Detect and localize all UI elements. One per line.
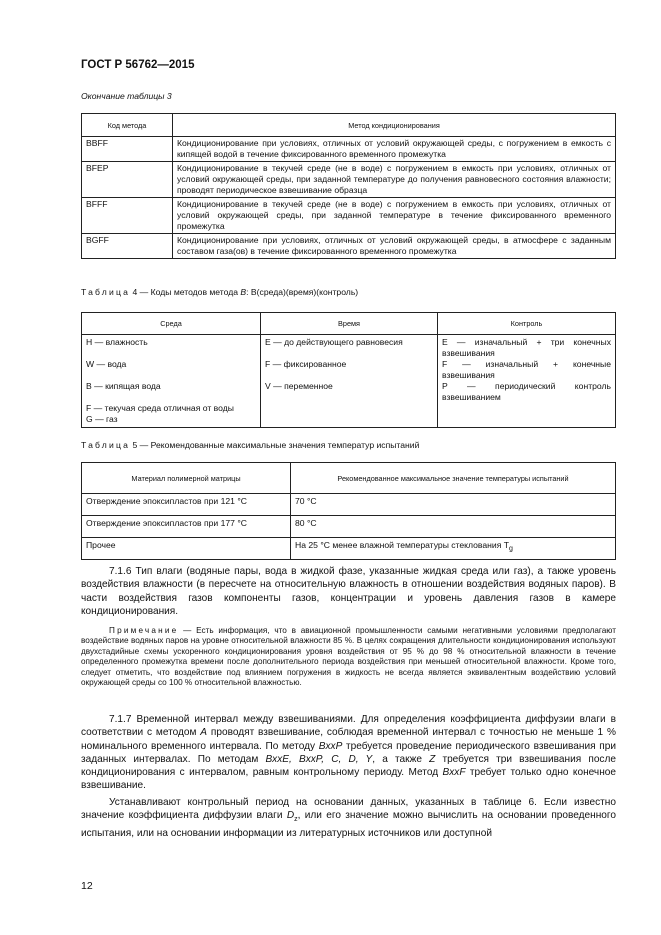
table-row [82,234,616,259]
method-description: Кондиционирование при условиях, отличных от условий окружающей среды, с погружением в емкость с кипящей водой в течение фиксированного временного промежутка [173,137,616,162]
table-row [82,414,616,428]
note-paragraph: Примечание — Есть информация, что в авиационной промышленности самыми негативными условиями предполагают воздействие водяных паров на уровне относительной влажности 85 %. В целях сокращения длительности кондиционирования используют двухстадийные схемы ускоренного кондиционирования уровня воздействия от 95 % до 98 % относительной влажности в течение определенного промежутка времени после дополнительного периода воздействия при меньшей относительной влажности. Кроме того, следует отметить, что воздействие под влиянием погружения в жидкость не всегда является эквивалентным воздействию условий окружающей среды со 100 % относительной влажностью. [81,626,616,688]
control-code: P — периодический контроль взвешиванием [438,381,616,403]
time-code: F — фиксированное [261,359,438,377]
control-code: E — изначальный + три конечных взвешивания [438,335,616,360]
table-header-row [82,463,616,494]
medium-code: F — текучая среда отличная от воды [82,403,261,414]
table-4 [81,312,616,428]
method-code: BFFF [82,198,173,234]
column-header-method: Метод кондиционирования [173,114,616,137]
paragraph-7-1-7: 7.1.7 Временной интервал между взвешиваниями. Для определения коэффициента диффузии влаги в соответствии с методом A проводят взвешивание, соблюдая временной интервал с точностью не меньше 1 % номинального временного интервала. По методу BxxP требуется проведение периодического взвешивания при заданных интервалах. По методам BxxE, BxxP, C, D, Y, а также Z требуется три взвешивания после кондиционирования с интервалом, равным контрольному периоду. Метод BxxF требует только одно конечное взвешивание. [81,714,616,792]
table5-caption: Таблица 5 — Рекомендованные максимальные значения температур испытаний [81,440,420,450]
control-code: F — изначальный + конечные взвешивания [438,359,616,381]
page-number: 12 [81,880,93,892]
temperature-cell: 80 °C [291,516,616,538]
method-code: BBFF [82,137,173,162]
medium-code: H — влажность [82,335,261,356]
column-header-material: Материал полимерной матрицы [82,463,291,494]
table-3 [81,113,616,259]
method-description: Кондиционирование в текучей среде (не в воде) с погружением в емкость при условиях, отличных от условий окружающей среды, при заданной температуре в течение фиксированного временного промежутка [173,198,616,234]
material-cell: Отверждение эпоксипластов при 177 °C [82,516,291,538]
temperature-cell: На 25 °C менее влажной температуры стеклования $T_g$ [291,538,616,560]
method-code: BGFF [82,234,173,259]
table-row [82,162,616,198]
table-row [82,335,616,356]
table-row [82,137,616,162]
table4-caption: Таблица 4 — Коды методов метода B: B(среда)(время)(контроль) [81,287,359,297]
table-row [82,494,616,516]
material-cell: Прочее [82,538,291,560]
table-header-row [82,114,616,137]
material-cell: Отверждение эпоксипластов при 121 °C [82,494,291,516]
table-row [82,403,616,414]
column-header-medium: Среда [82,313,261,335]
temperature-cell: 70 °C [291,494,616,516]
time-code: V — переменное [261,381,438,395]
table-row [82,381,616,395]
method-description: Кондиционирование при условиях, отличных от условий окружающей среды, в атмосфере с заданным составом газа(ов) в течение фиксированного временного промежутка [173,234,616,259]
medium-code: B — кипящая вода [82,381,261,395]
document-header: ГОСТ Р 56762—2015 [81,59,195,71]
table3-continuation-label: Окончание таблицы 3 [81,91,172,101]
table-5 [81,462,616,560]
table-header-row [82,313,616,335]
column-header-temperature: Рекомендованное максимальное значение температуры испытаний [291,463,616,494]
paragraph-control-period: Устанавливают контрольный период на основании данных, указанных в таблице 6. Если известно значение коэффициента диффузии влаги $D_z$, или его значение можно вычислить на основании проведенного испытания, или на основании информации из литературных источников или доступной [81,797,616,839]
table-row [82,538,616,560]
table-row [82,198,616,234]
column-header-code: Код метода [82,114,173,137]
paragraph-7-1-6: 7.1.6 Тип влаги (водяные пары, вода в жидкой фазе, указанные жидкая среда или газ), а также уровень воздействия влажности (в пересчете на относительную влажность в отношении воздействия водяных паров). В части воздействия газов компоненты газов, концентрации и уровень давления газов в камере кондиционирования. [81,566,616,617]
column-header-time: Время [261,313,438,335]
table-row [82,516,616,538]
medium-code: W — вода [82,359,261,377]
table-row [82,359,616,377]
medium-code: G — газ [82,414,261,428]
method-description: Кондиционирование в текучей среде (не в воде) с погружением в емкость при условиях, отличных от условий окружающей среды, при заданной температуре до получения равновесного состояния влажности; проводят периодическое взвешивание образца [173,162,616,198]
column-header-control: Контроль [438,313,616,335]
time-code: E — до действующего равновесия [261,335,438,356]
method-code: BFEP [82,162,173,198]
